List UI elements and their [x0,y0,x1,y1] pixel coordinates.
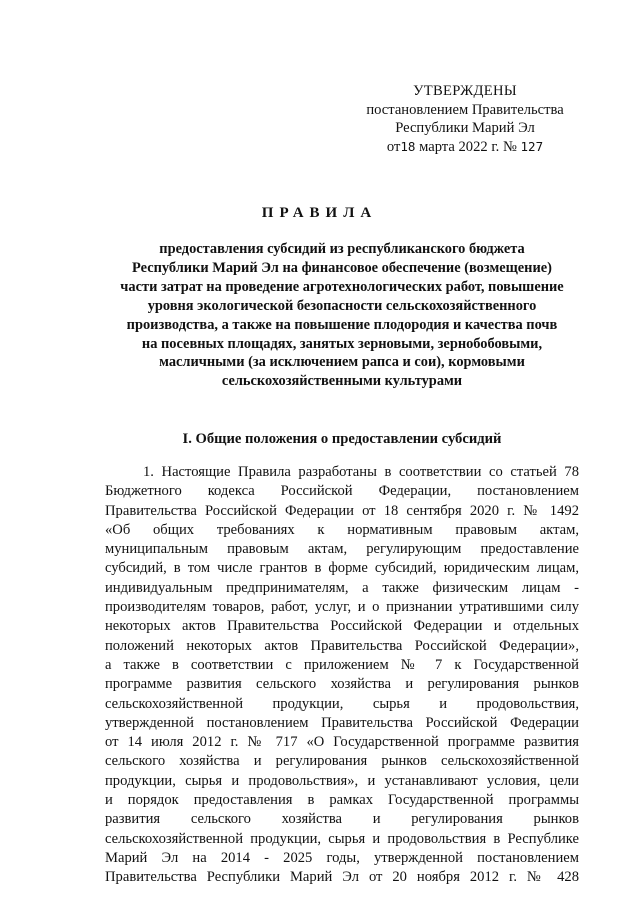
approval-line-1: постановлением Правительства [366,101,564,118]
approval-number: 127 [520,138,544,154]
paragraph-1 [105,463,579,888]
paragraph-line: индивидуальным предпринимателям, а также физическим лицам - [105,579,579,596]
paragraph-line: сельскохозяйственной продукции, сырья и продовольствия в Республике [105,830,579,847]
paragraph-line: от 14 июля 2012 г. № 717 «О Государственной программе развития [105,734,579,751]
subtitle-line: на посевных площадях, занятых зерновыми, зернобобовыми, [141,335,543,352]
paragraph-line: Марий Эл на 2014 - 2025 годы, утвержденной постановлением [105,849,579,866]
paragraph-line: производителям товаров, работ, услуг, и о признании утратившими силу [105,599,579,616]
subtitle-line: масличными (за исключением рапса и сои), кормовыми [159,354,525,371]
subtitle-line: предоставления субсидий из республиканского бюджета [159,241,525,257]
paragraph-line: а также в соответствии с приложением № 7 к Государственной [105,656,579,673]
section-heading: I. Общие положения о предоставлении субсидий [182,431,502,447]
approval-date-prefix: от [386,138,401,155]
subtitle-line: производства, а также на повышение плодородия и качества почв [126,316,558,333]
approval-stamp [360,82,570,156]
paragraph-line: сельскохозяйственной продукции, сырья и продовольствия, [105,695,579,712]
paragraph-line: и порядок предоставления в рамках Государственной программы [105,792,579,809]
paragraph-line: сельского хозяйства и регулирования рынков сельскохозяйственной [105,753,579,770]
paragraph-line: субсидий, в том числе грантов в форме субсидий, юридическим лицам, [105,560,579,577]
document-subtitle [105,240,579,391]
approval-date-day: 18 [400,138,416,154]
approval-date-rest: марта 2022 г. № [419,138,517,155]
paragraph-line: Правительства Республики Марий Эл от 20 ноября 2012 г. № 428 [105,869,579,886]
paragraph-line: муниципальным правовым актам, регулирующим предоставление [105,541,579,558]
paragraph-line: программе развития сельского хозяйства и регулирования рынков [105,676,579,693]
approval-date [360,138,570,157]
paragraph-line: Бюджетного кодекса Российской Федерации, постановлением [105,483,579,500]
subtitle-line: Республики Марий Эл на финансовое обеспечение (возмещение) [132,259,552,276]
subtitle-line: уровня экологической безопасности сельскохозяйственного [147,297,537,314]
paragraph-line: утвержденной постановлением Правительства Российской Федерации [105,714,579,731]
paragraph-line: развития сельского хозяйства и регулирования рынков [105,811,579,828]
document-title: ПРАВИЛА [261,205,378,221]
approval-title: УТВЕРЖДЕНЫ [413,83,517,99]
paragraph-line: 1. Настоящие Правила разработаны в соответствии со статьей 78 [143,464,579,480]
paragraph-line: Правительства Российской Федерации от 18 сентября 2020 г. № 1492 [105,502,579,519]
approval-line-2: Республики Марий Эл [395,120,535,136]
paragraph-line: продукции, сырья и продовольствия», и устанавливают условия, цели [105,772,579,789]
paragraph-line: «Об общих требованиях к нормативным правовым актам, [105,521,579,538]
paragraph-line: некоторых актов Правительства Российской Федерации и отдельных [105,618,579,635]
subtitle-line: части затрат на проведение агротехнологических работ, повышение [120,278,564,295]
paragraph-line: положений некоторых актов Правительства Российской Федерации», [105,637,579,654]
subtitle-line: сельскохозяйственными культурами [221,373,463,390]
